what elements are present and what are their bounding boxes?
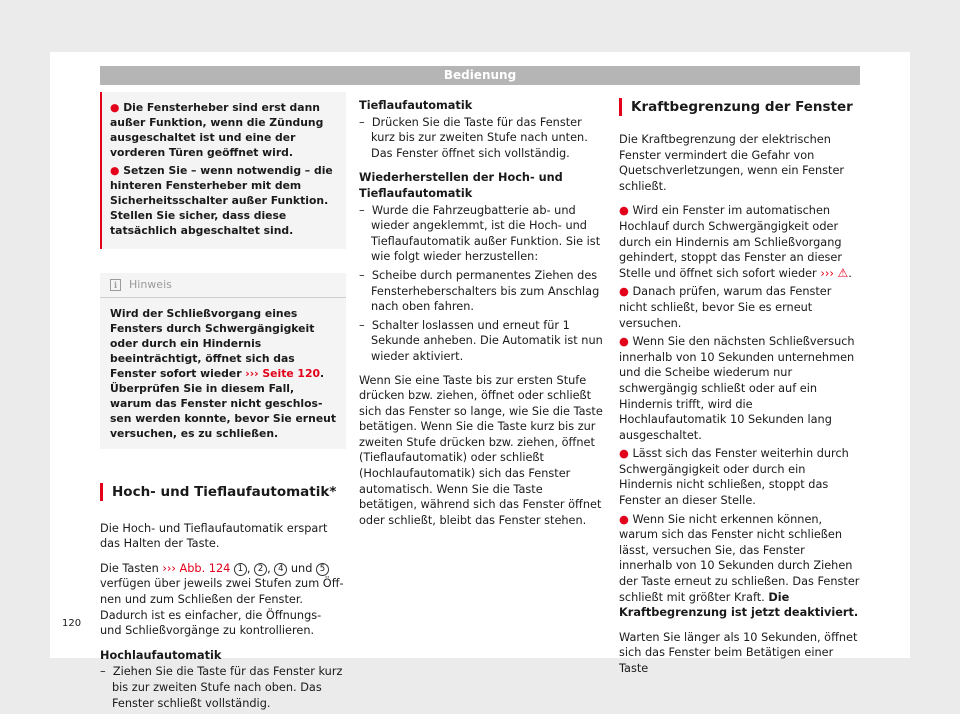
section-title: Kraftbegrenzung der Fenster xyxy=(619,98,861,116)
callout-number: 1 xyxy=(234,563,247,576)
section-title: Hoch- und Tieflaufautomatik* xyxy=(100,483,346,501)
list-item-text: Danach prüfen, warum das Fenster nicht schließt, bevor Sie es erneut versuchen. xyxy=(619,285,832,330)
list-item-text: Ziehen Sie die Taste für das Fenster kurz bis zur zweiten Stufe nach oben. Das Fenster schließt vollständig. xyxy=(112,665,343,710)
emphasis-text: Die Kraftbegrenzung ist jetzt deaktiviert. xyxy=(619,590,859,620)
paragraph: Die Hoch- und Tieflaufautomatik erspart das Halten der Taste. xyxy=(100,521,328,551)
note-box xyxy=(100,273,346,449)
list-item xyxy=(619,446,861,508)
callout-number: 2 xyxy=(254,563,267,576)
bullet-icon: ● xyxy=(619,285,629,299)
list-item: – Scheibe durch permanentes Ziehen des Fensterheberschalters bis zum Anschlag nach oben fahren. xyxy=(359,268,600,314)
bullet-icon: ● xyxy=(110,101,120,114)
text: und xyxy=(290,561,313,575)
bullet-icon: ● xyxy=(619,447,629,461)
bullet-icon: ● xyxy=(619,512,629,526)
warning-item xyxy=(110,100,336,160)
paragraph: Wenn Sie eine Taste bis zur ersten Stufe drücken bzw. ziehen, öffnet oder schließt sich das Fenster so lange, wie Sie die Taste betätigen. Wenn Sie die Taste kurz bis zur zweiten Stufe drücken bzw. ziehen, öffnet (Tieflaufautomatik) oder schließt (Hochlaufautomatik) sich das Fenster automatisch. Wenn Sie die Taste betätigen, während sich das Fenster öffnet oder schließt, bleibt das Fenster stehen. xyxy=(359,373,603,527)
list-item-text: Drücken Sie die Taste für das Fenster kurz bis zur zweiten Stufe nach unten. Das Fenster öffnet sich vollständig. xyxy=(371,115,588,160)
list-item xyxy=(619,512,861,621)
list-item: – Schalter loslassen und erneut für 1 Sekunde anheben. Die Automatik ist nun wieder aktiviert. xyxy=(359,318,603,363)
figure-reference-link[interactable]: ››› Abb. 124 xyxy=(162,561,231,575)
subheading: Hochlaufautomatik xyxy=(100,648,222,662)
warning-reference-link[interactable]: ››› xyxy=(820,266,834,280)
warning-text: Die Fensterheber sind erst dann außer Funktion, wenn die Zündung ausgeschaltet ist und eine der vorderen Türen geöffnet wird. xyxy=(110,101,324,159)
list-item-text: Schalter loslassen und erneut für 1 Sekunde anheben. Die Automatik ist nun wieder aktiviert. xyxy=(371,318,603,363)
paragraph: Die Tasten ››› Abb. 124 1 , 2 , 4 und 5 verfügen über jeweils zwei Stufen zum Öffnen und zum Schließen der Fenster. Dadurch ist es einfacher, die Öffnungs- und Schließvorgänge zu kontrollieren. xyxy=(100,561,344,638)
column-right xyxy=(619,98,861,686)
subheading: Tieflaufautomatik xyxy=(359,99,473,112)
bullet-icon: ● xyxy=(619,204,629,218)
paragraph: Warten Sie länger als 10 Sekunden, öffnet sich das Fenster beim Betätigen einer Taste xyxy=(619,630,858,675)
warning-item xyxy=(110,163,336,238)
column-left xyxy=(100,92,346,714)
warning-box xyxy=(100,92,346,249)
warning-text: Setzen Sie – wenn notwendig – die hinteren Fensterheber mit dem Sicherheitsschalter außer Funktion. Stellen Sie sicher, dass diese tatsächlich abgeschaltet sind. xyxy=(110,164,333,237)
list-item-text: Scheibe durch permanentes Ziehen des Fensterheberschalters bis zum Anschlag nach oben fahren. xyxy=(371,268,600,314)
note-title: Hinweis xyxy=(129,278,172,291)
note-body xyxy=(100,298,346,449)
list-item: – Wurde die Fahrzeugbatterie ab- und wieder angeklemmt, ist die Hoch- und Tieflaufautomatik außer Funktion. Sie ist wie folgt wieder herzustellen: xyxy=(359,203,601,264)
list-item-text: Wurde die Fahrzeugbatterie ab- und wieder angeklemmt, ist die Hoch- und Tieflaufautomatik außer Funktion. Sie ist wie folgt wieder herzustellen: xyxy=(371,203,601,264)
callout-number: 5 xyxy=(316,563,329,576)
page-number: 120 xyxy=(62,618,82,629)
subheading: Wiederherstellen der Hoch- und Tieflaufautomatik xyxy=(359,171,563,200)
warning-triangle-icon: ⚠ xyxy=(837,265,849,280)
list-item-text: Wenn Sie den nächsten Schließversuch innerhalb von 10 Sekunden unternehmen und die Scheibe wiederum nur schwergängig schließt oder auf ein Hindernis trifft, wird die Hochlaufautomatik 10 Sekunden lang ausgeschaltet. xyxy=(619,335,855,442)
info-icon: i xyxy=(110,279,121,291)
note-header xyxy=(100,273,346,298)
page-header: Bedienung xyxy=(100,66,860,85)
list-item xyxy=(619,334,861,443)
note-text: . Überprüfen Sie in diesem Fall, warum das Fenster nicht geschlossen werden konnte, bevor Sie erneut versuchen, es zu schließen. xyxy=(110,366,336,440)
list-item: ● Wird ein Fenster im automatischen Hochlauf durch Schwergängigkeit oder durch ein Hindernis am Schließvorgang gehindert, stoppt das Fenster an dieser Stelle und öffnet sich sofort wieder ››› ⚠. xyxy=(619,204,852,280)
column-middle xyxy=(359,98,603,537)
list-item-text: Lässt sich das Fenster weiterhin durch Schwergängigkeit oder durch ein Hindernis nicht schließen, stoppt das Fenster an dieser Stelle. xyxy=(619,447,849,508)
list-item: – Ziehen Sie die Taste für das Fenster kurz bis zur zweiten Stufe nach oben. Das Fenster schließt vollständig. xyxy=(100,665,343,710)
list-item xyxy=(619,284,861,331)
list-item: – Drücken Sie die Taste für das Fenster kurz bis zur zweiten Stufe nach unten. Das Fenster öffnet sich vollständig. xyxy=(359,115,588,160)
bullet-icon: ● xyxy=(110,164,120,177)
text: Die Tasten xyxy=(100,561,163,575)
text: verfügen über jeweils zwei Stufen zum Öffnen und zum Schließen der Fenster. Dadurch ist es einfacher, die Öffnungs- und Schließvorgänge zu kontrollieren. xyxy=(100,577,344,638)
note-text: Wird der Schließvorgang eines Fensters durch Schwergängigkeit oder durch ein Hindernis beeinträchtigt, öffnet sich das Fenster sofort wieder xyxy=(110,306,315,380)
callout-number: 4 xyxy=(274,563,287,576)
list-item-text: Wenn Sie nicht erkennen können, warum sich das Fenster nicht schließen lässt, versuchen Sie, das Fenster innerhalb von 10 Sekunden durch Ziehen der Taste erneut zu schließen. Das Fenster schließt mit größter Kraft. xyxy=(619,512,860,604)
list-item-text: Wird ein Fenster im automatischen Hochlauf durch Schwergängigkeit oder durch ein Hindernis am Schließvorgang gehindert, stoppt das Fenster an dieser Stelle und öffnet sich sofort wieder xyxy=(619,204,843,280)
page-reference-link[interactable]: ››› Seite 120 xyxy=(245,366,320,380)
paragraph: Die Kraftbegrenzung der elektrischen Fenster vermindert die Gefahr von Quetschverletzungen, wenn ein Fenster schließt. xyxy=(619,133,845,193)
bullet-icon: ● xyxy=(619,335,629,349)
